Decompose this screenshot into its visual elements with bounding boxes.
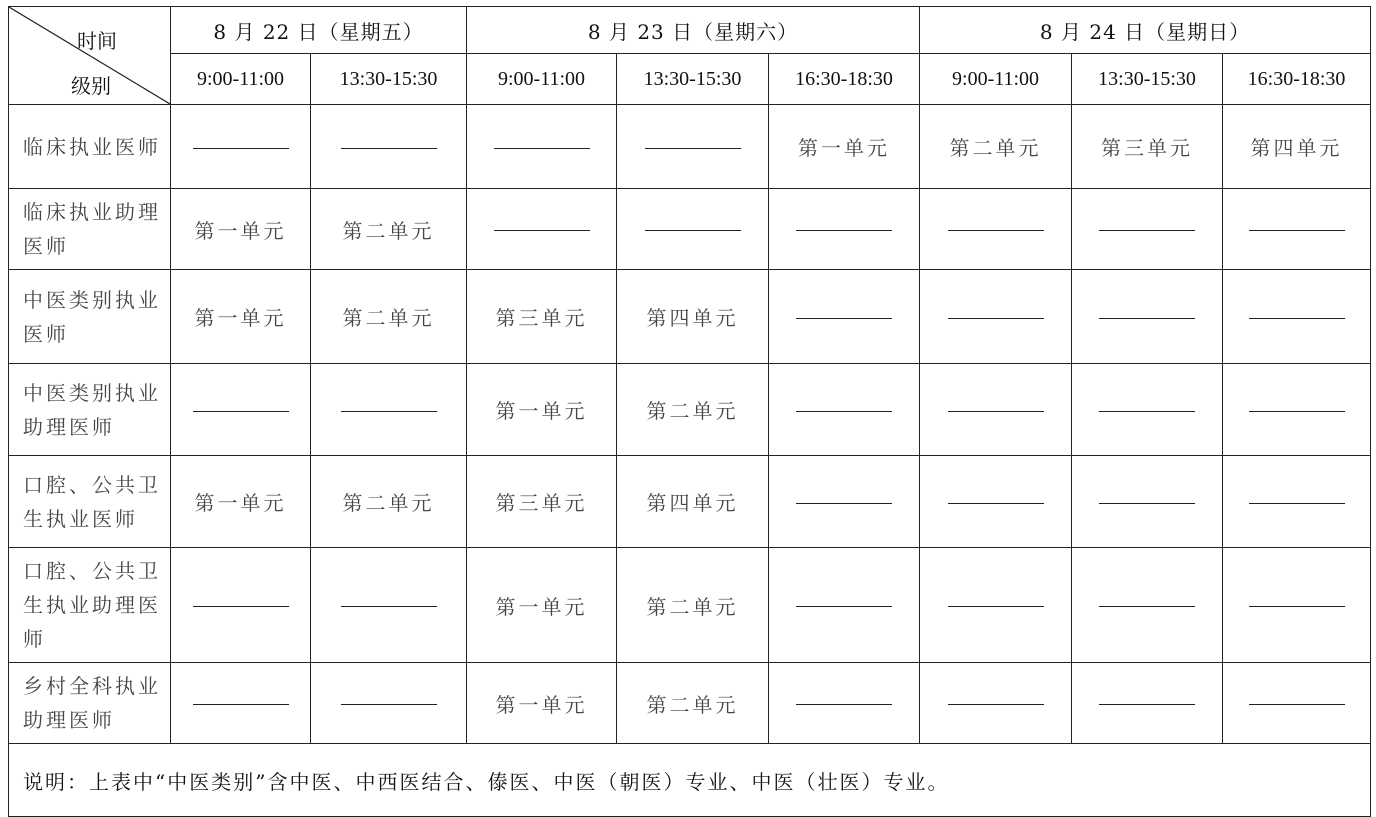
exam-unit-cell: 第二单元 xyxy=(311,270,467,364)
no-exam-dash xyxy=(645,148,741,149)
time-slot-header: 9:00-11:00 xyxy=(171,54,311,105)
date-header-aug-24: 8 月 24 日（星期日） xyxy=(920,7,1371,54)
schedule-row xyxy=(9,105,1371,189)
no-exam-cell xyxy=(1223,364,1371,456)
no-exam-cell xyxy=(171,548,311,663)
schedule-row xyxy=(9,663,1371,744)
no-exam-dash xyxy=(1249,318,1345,319)
no-exam-dash xyxy=(948,704,1044,705)
no-exam-dash xyxy=(796,411,892,412)
no-exam-cell xyxy=(467,105,617,189)
no-exam-cell xyxy=(311,663,467,744)
no-exam-dash xyxy=(948,318,1044,319)
schedule-rows xyxy=(9,105,1371,744)
no-exam-dash xyxy=(948,503,1044,504)
no-exam-cell xyxy=(769,548,920,663)
exam-unit-cell: 第一单元 xyxy=(171,270,311,364)
schedule-row xyxy=(9,456,1371,548)
exam-unit-cell: 第二单元 xyxy=(617,364,769,456)
no-exam-dash xyxy=(1099,230,1195,231)
no-exam-cell xyxy=(920,456,1072,548)
exam-unit-cell: 第一单元 xyxy=(467,364,617,456)
level-name: 临床执业助理医师 xyxy=(9,189,171,270)
no-exam-dash xyxy=(948,606,1044,607)
no-exam-cell xyxy=(1223,548,1371,663)
date-header-aug-23: 8 月 23 日（星期六） xyxy=(467,7,920,54)
exam-unit-cell: 第三单元 xyxy=(467,456,617,548)
no-exam-cell xyxy=(1072,364,1223,456)
no-exam-cell xyxy=(311,364,467,456)
no-exam-cell xyxy=(171,105,311,189)
exam-unit-cell: 第四单元 xyxy=(617,456,769,548)
level-name: 中医类别执业医师 xyxy=(9,270,171,364)
no-exam-dash xyxy=(494,148,590,149)
no-exam-dash xyxy=(341,704,437,705)
exam-unit-cell: 第一单元 xyxy=(467,548,617,663)
no-exam-cell xyxy=(920,270,1072,364)
time-axis-label: 时间 xyxy=(77,29,117,53)
no-exam-cell xyxy=(769,456,920,548)
exam-unit-cell: 第二单元 xyxy=(311,189,467,270)
no-exam-cell xyxy=(1223,456,1371,548)
exam-unit-cell: 第二单元 xyxy=(617,548,769,663)
level-name: 乡村全科执业助理医师 xyxy=(9,663,171,744)
no-exam-cell xyxy=(467,189,617,270)
no-exam-cell xyxy=(1072,663,1223,744)
no-exam-dash xyxy=(341,411,437,412)
exam-unit-cell: 第四单元 xyxy=(1223,105,1371,189)
no-exam-dash xyxy=(796,230,892,231)
date-header-aug-22: 8 月 22 日（星期五） xyxy=(171,7,467,54)
no-exam-dash xyxy=(1099,606,1195,607)
no-exam-dash xyxy=(193,606,289,607)
no-exam-cell xyxy=(920,663,1072,744)
exam-unit-cell: 第三单元 xyxy=(467,270,617,364)
time-slot-header: 13:30-15:30 xyxy=(1072,54,1223,105)
level-name: 口腔、公共卫生执业医师 xyxy=(9,456,171,548)
no-exam-dash xyxy=(948,411,1044,412)
schedule-table xyxy=(8,6,1371,817)
corner-header-cell xyxy=(9,7,171,105)
no-exam-cell xyxy=(617,105,769,189)
no-exam-dash xyxy=(1249,704,1345,705)
no-exam-cell xyxy=(1072,456,1223,548)
time-slot-header: 9:00-11:00 xyxy=(467,54,617,105)
time-slot-header: 16:30-18:30 xyxy=(769,54,920,105)
level-name: 中医类别执业助理医师 xyxy=(9,364,171,456)
no-exam-dash xyxy=(1249,606,1345,607)
no-exam-cell xyxy=(1223,189,1371,270)
time-slot-header: 9:00-11:00 xyxy=(920,54,1072,105)
no-exam-dash xyxy=(796,503,892,504)
no-exam-cell xyxy=(1072,189,1223,270)
exam-unit-cell: 第二单元 xyxy=(617,663,769,744)
no-exam-cell xyxy=(769,270,920,364)
exam-unit-cell: 第三单元 xyxy=(1072,105,1223,189)
no-exam-dash xyxy=(796,606,892,607)
no-exam-dash xyxy=(341,148,437,149)
no-exam-dash xyxy=(193,704,289,705)
exam-unit-cell: 第一单元 xyxy=(171,456,311,548)
no-exam-cell xyxy=(920,364,1072,456)
exam-unit-cell: 第一单元 xyxy=(171,189,311,270)
table-note: 说明：上表中“中医类别”含中医、中西医结合、傣医、中医（朝医）专业、中医（壮医）专业。 xyxy=(9,744,1371,817)
no-exam-dash xyxy=(1249,230,1345,231)
no-exam-dash xyxy=(948,230,1044,231)
schedule-row xyxy=(9,270,1371,364)
time-slot-header: 16:30-18:30 xyxy=(1223,54,1371,105)
no-exam-cell xyxy=(920,189,1072,270)
time-slot-header: 13:30-15:30 xyxy=(311,54,467,105)
level-name: 临床执业医师 xyxy=(9,105,171,189)
no-exam-cell xyxy=(171,364,311,456)
exam-unit-cell: 第二单元 xyxy=(920,105,1072,189)
no-exam-dash xyxy=(645,230,741,231)
no-exam-cell xyxy=(769,663,920,744)
level-name: 口腔、公共卫生执业助理医师 xyxy=(9,548,171,663)
exam-unit-cell: 第二单元 xyxy=(311,456,467,548)
schedule-row xyxy=(9,189,1371,270)
no-exam-dash xyxy=(796,318,892,319)
no-exam-dash xyxy=(341,606,437,607)
no-exam-dash xyxy=(1099,704,1195,705)
no-exam-cell xyxy=(311,105,467,189)
no-exam-cell xyxy=(171,663,311,744)
exam-unit-cell: 第四单元 xyxy=(617,270,769,364)
no-exam-dash xyxy=(1099,318,1195,319)
exam-unit-cell: 第一单元 xyxy=(467,663,617,744)
no-exam-dash xyxy=(1249,411,1345,412)
exam-unit-cell: 第一单元 xyxy=(769,105,920,189)
time-slot-header: 13:30-15:30 xyxy=(617,54,769,105)
no-exam-dash xyxy=(1249,503,1345,504)
level-axis-label: 级别 xyxy=(71,74,111,98)
no-exam-cell xyxy=(1072,548,1223,663)
no-exam-dash xyxy=(796,704,892,705)
no-exam-cell xyxy=(769,364,920,456)
schedule-row xyxy=(9,364,1371,456)
no-exam-cell xyxy=(311,548,467,663)
no-exam-dash xyxy=(1099,411,1195,412)
exam-schedule xyxy=(8,6,1371,817)
no-exam-cell xyxy=(617,189,769,270)
no-exam-cell xyxy=(769,189,920,270)
no-exam-cell xyxy=(920,548,1072,663)
schedule-row xyxy=(9,548,1371,663)
no-exam-cell xyxy=(1223,270,1371,364)
no-exam-cell xyxy=(1072,270,1223,364)
no-exam-cell xyxy=(1223,663,1371,744)
no-exam-dash xyxy=(494,230,590,231)
no-exam-dash xyxy=(1099,503,1195,504)
no-exam-dash xyxy=(193,148,289,149)
no-exam-dash xyxy=(193,411,289,412)
